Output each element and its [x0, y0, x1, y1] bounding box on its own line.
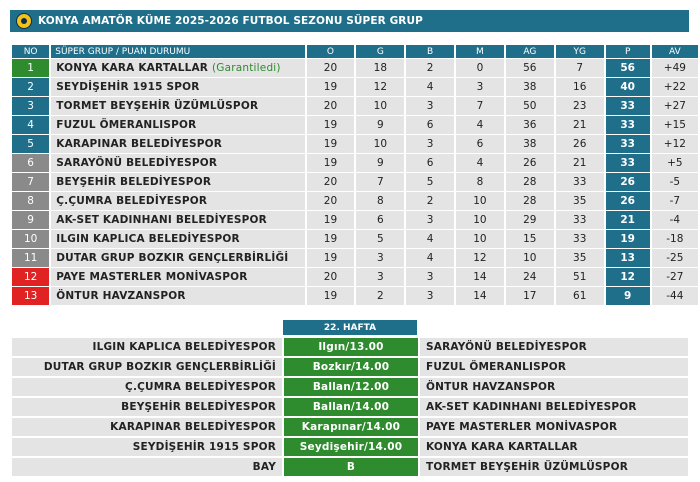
goals-against-cell: 21 [556, 116, 604, 134]
table-row [12, 192, 698, 210]
rank-cell: 2 [12, 78, 49, 96]
won-cell: 9 [356, 116, 404, 134]
goals-for-cell: 50 [506, 97, 554, 115]
rank-cell: 3 [12, 97, 49, 115]
table-row [12, 78, 698, 96]
drawn-cell: 6 [406, 154, 454, 172]
team-name-cell [51, 192, 304, 210]
lost-cell: 12 [456, 249, 504, 267]
points-cell: 9 [606, 287, 650, 305]
table-row [12, 154, 698, 172]
home-team-cell: DUTAR GRUP BOZKIR GENÇLERBİRLİĞİ [12, 358, 282, 376]
played-cell: 19 [307, 211, 355, 229]
goals-for-cell: 26 [506, 154, 554, 172]
won-cell: 8 [356, 192, 404, 210]
home-team-cell: ILGIN KAPLICA BELEDİYESPOR [12, 338, 282, 356]
lost-cell: 4 [456, 154, 504, 172]
goals-for-cell: 36 [506, 116, 554, 134]
standings-table [10, 44, 700, 306]
team-name-cell [51, 78, 304, 96]
fixture-row [12, 338, 688, 356]
points-cell: 56 [606, 59, 650, 77]
team-name-cell [51, 116, 304, 134]
home-team-cell: SEYDİŞEHİR 1915 SPOR [12, 438, 282, 456]
table-row [12, 116, 698, 134]
team-name: TORMET BEYŞEHİR ÜZÜMLÜSPOR [56, 100, 259, 112]
goal-difference-cell: +27 [652, 97, 698, 115]
won-cell: 18 [356, 59, 404, 77]
goals-for-cell: 10 [506, 249, 554, 267]
col-header-yg: YG [556, 45, 604, 58]
col-header-m: M [456, 45, 504, 58]
col-header-ag: AG [506, 45, 554, 58]
rank-cell: 7 [12, 173, 49, 191]
goals-against-cell: 23 [556, 97, 604, 115]
team-name-cell [51, 97, 304, 115]
played-cell: 19 [307, 287, 355, 305]
goals-against-cell: 33 [556, 211, 604, 229]
played-cell: 20 [307, 173, 355, 191]
drawn-cell: 2 [406, 192, 454, 210]
lost-cell: 6 [456, 135, 504, 153]
drawn-cell: 4 [406, 230, 454, 248]
venue-time-cell: Bozkır/14.00 [282, 358, 420, 376]
won-cell: 7 [356, 173, 404, 191]
points-cell: 26 [606, 173, 650, 191]
fixture-row [12, 438, 688, 456]
played-cell: 20 [307, 59, 355, 77]
goal-difference-cell: +22 [652, 78, 698, 96]
team-name: ÖNTUR HAVZANSPOR [56, 290, 186, 302]
col-header-o: O [307, 45, 355, 58]
points-cell: 33 [606, 97, 650, 115]
team-name: FUZUL ÖMERANLISPOR [56, 119, 197, 131]
drawn-cell: 2 [406, 59, 454, 77]
goal-difference-cell: -5 [652, 173, 698, 191]
drawn-cell: 6 [406, 116, 454, 134]
team-name-cell [51, 154, 304, 172]
table-row [12, 287, 698, 305]
lost-cell: 3 [456, 78, 504, 96]
fixture-row [12, 418, 688, 436]
venue-time-cell: B [282, 458, 420, 476]
goals-against-cell: 51 [556, 268, 604, 286]
goal-difference-cell: -4 [652, 211, 698, 229]
drawn-cell: 3 [406, 211, 454, 229]
played-cell: 19 [307, 78, 355, 96]
won-cell: 10 [356, 97, 404, 115]
table-row [12, 59, 698, 77]
col-header-no: NO [12, 45, 49, 58]
table-row [12, 249, 698, 267]
drawn-cell: 3 [406, 135, 454, 153]
points-cell: 12 [606, 268, 650, 286]
rank-cell: 11 [12, 249, 49, 267]
fixture-row [12, 358, 688, 376]
table-row [12, 135, 698, 153]
team-name: Ç.ÇUMRA BELEDİYESPOR [56, 195, 208, 207]
played-cell: 19 [307, 116, 355, 134]
title-bar [10, 10, 689, 32]
goals-against-cell: 16 [556, 78, 604, 96]
played-cell: 19 [307, 135, 355, 153]
played-cell: 19 [307, 230, 355, 248]
won-cell: 3 [356, 249, 404, 267]
rank-cell: 13 [12, 287, 49, 305]
points-cell: 33 [606, 154, 650, 172]
home-team-cell: Ç.ÇUMRA BELEDİYESPOR [12, 378, 282, 396]
won-cell: 6 [356, 211, 404, 229]
played-cell: 19 [307, 154, 355, 172]
team-name: SARAYÖNÜ BELEDİYESPOR [56, 157, 218, 169]
home-team-cell: BEYŞEHİR BELEDİYESPOR [12, 398, 282, 416]
lost-cell: 7 [456, 97, 504, 115]
goal-difference-cell: -25 [652, 249, 698, 267]
played-cell: 20 [307, 97, 355, 115]
venue-time-cell: Ilgın/13.00 [282, 338, 420, 356]
rank-cell: 1 [12, 59, 49, 77]
team-name: KARAPINAR BELEDİYESPOR [56, 138, 223, 150]
goals-against-cell: 33 [556, 173, 604, 191]
lost-cell: 14 [456, 268, 504, 286]
goals-against-cell: 35 [556, 192, 604, 210]
goal-difference-cell: +5 [652, 154, 698, 172]
goals-for-cell: 38 [506, 78, 554, 96]
home-team-cell: KARAPINAR BELEDİYESPOR [12, 418, 282, 436]
points-cell: 19 [606, 230, 650, 248]
goal-difference-cell: -7 [652, 192, 698, 210]
col-header-av: AV [652, 45, 698, 58]
col-header-b: B [406, 45, 454, 58]
standings-header-row [12, 45, 698, 58]
team-name-cell [51, 173, 304, 191]
fixture-row [12, 398, 688, 416]
won-cell: 3 [356, 268, 404, 286]
played-cell: 20 [307, 268, 355, 286]
goals-for-cell: 38 [506, 135, 554, 153]
away-team-cell: FUZUL ÖMERANLISPOR [420, 358, 688, 376]
team-name-cell [51, 211, 304, 229]
drawn-cell: 4 [406, 249, 454, 267]
goals-for-cell: 29 [506, 211, 554, 229]
table-row [12, 173, 698, 191]
drawn-cell: 4 [406, 78, 454, 96]
goals-for-cell: 17 [506, 287, 554, 305]
rank-cell: 6 [12, 154, 49, 172]
drawn-cell: 3 [406, 97, 454, 115]
won-cell: 2 [356, 287, 404, 305]
away-team-cell: AK-SET KADINHANI BELEDİYESPOR [420, 398, 688, 416]
goal-difference-cell: +49 [652, 59, 698, 77]
club-emblem-icon [16, 13, 32, 29]
away-team-cell: KONYA KARA KARTALLAR [420, 438, 688, 456]
goal-difference-cell: +15 [652, 116, 698, 134]
drawn-cell: 3 [406, 268, 454, 286]
goals-for-cell: 15 [506, 230, 554, 248]
rank-cell: 12 [12, 268, 49, 286]
col-header-p: P [606, 45, 650, 58]
points-cell: 33 [606, 135, 650, 153]
lost-cell: 4 [456, 116, 504, 134]
table-row [12, 211, 698, 229]
team-name-cell [51, 268, 304, 286]
goals-for-cell: 24 [506, 268, 554, 286]
venue-time-cell: Karapınar/14.00 [282, 418, 420, 436]
home-team-cell: BAY [12, 458, 282, 476]
goal-difference-cell: -27 [652, 268, 698, 286]
team-name: KONYA KARA KARTALLAR [56, 62, 209, 74]
rank-cell: 10 [12, 230, 49, 248]
played-cell: 20 [307, 192, 355, 210]
team-note: (Garantiledi) [211, 62, 281, 74]
col-header-g: G [356, 45, 404, 58]
away-team-cell: PAYE MASTERLER MONİVASPOR [420, 418, 688, 436]
col-header-team: SÜPER GRUP / PUAN DURUMU [51, 45, 304, 58]
fixtures-table [12, 336, 688, 478]
rank-cell: 8 [12, 192, 49, 210]
lost-cell: 10 [456, 230, 504, 248]
team-name: AK-SET KADINHANI BELEDİYESPOR [56, 214, 267, 226]
goal-difference-cell: +12 [652, 135, 698, 153]
team-name-cell [51, 230, 304, 248]
drawn-cell: 3 [406, 287, 454, 305]
won-cell: 12 [356, 78, 404, 96]
goals-against-cell: 35 [556, 249, 604, 267]
points-cell: 33 [606, 116, 650, 134]
week-label: 22. HAFTA [283, 320, 417, 335]
team-name-cell [51, 249, 304, 267]
team-name: PAYE MASTERLER MONİVASPOR [56, 271, 248, 283]
table-row [12, 268, 698, 286]
won-cell: 9 [356, 154, 404, 172]
team-name-cell [51, 135, 304, 153]
away-team-cell: SARAYÖNÜ BELEDİYESPOR [420, 338, 688, 356]
drawn-cell: 5 [406, 173, 454, 191]
away-team-cell: TORMET BEYŞEHİR ÜZÜMLÜSPOR [420, 458, 688, 476]
points-cell: 40 [606, 78, 650, 96]
rank-cell: 5 [12, 135, 49, 153]
team-name: BEYŞEHİR BELEDİYESPOR [56, 176, 212, 188]
rank-cell: 9 [12, 211, 49, 229]
table-row [12, 230, 698, 248]
lost-cell: 8 [456, 173, 504, 191]
fixture-row [12, 458, 688, 476]
lost-cell: 10 [456, 211, 504, 229]
team-name: DUTAR GRUP BOZKIR GENÇLERBİRLİĞİ [56, 252, 289, 264]
points-cell: 13 [606, 249, 650, 267]
team-name: SEYDİŞEHİR 1915 SPOR [56, 81, 200, 93]
points-cell: 26 [606, 192, 650, 210]
goal-difference-cell: -44 [652, 287, 698, 305]
goal-difference-cell: -18 [652, 230, 698, 248]
goals-against-cell: 33 [556, 230, 604, 248]
lost-cell: 14 [456, 287, 504, 305]
played-cell: 19 [307, 249, 355, 267]
table-row [12, 97, 698, 115]
goals-against-cell: 61 [556, 287, 604, 305]
goals-against-cell: 7 [556, 59, 604, 77]
team-name-cell [51, 59, 304, 77]
venue-time-cell: Seydişehir/14.00 [282, 438, 420, 456]
venue-time-cell: Ballan/12.00 [282, 378, 420, 396]
team-name: ILGIN KAPLICA BELEDİYESPOR [56, 233, 240, 245]
away-team-cell: ÖNTUR HAVZANSPOR [420, 378, 688, 396]
goals-for-cell: 56 [506, 59, 554, 77]
goals-for-cell: 28 [506, 173, 554, 191]
rank-cell: 4 [12, 116, 49, 134]
page-title: KONYA AMATÖR KÜME 2025-2026 FUTBOL SEZONU SÜPER GRUP [38, 15, 423, 27]
fixture-row [12, 378, 688, 396]
venue-time-cell: Ballan/14.00 [282, 398, 420, 416]
goals-against-cell: 26 [556, 135, 604, 153]
team-name-cell [51, 287, 304, 305]
won-cell: 5 [356, 230, 404, 248]
lost-cell: 0 [456, 59, 504, 77]
points-cell: 21 [606, 211, 650, 229]
lost-cell: 10 [456, 192, 504, 210]
goals-for-cell: 28 [506, 192, 554, 210]
won-cell: 10 [356, 135, 404, 153]
goals-against-cell: 21 [556, 154, 604, 172]
